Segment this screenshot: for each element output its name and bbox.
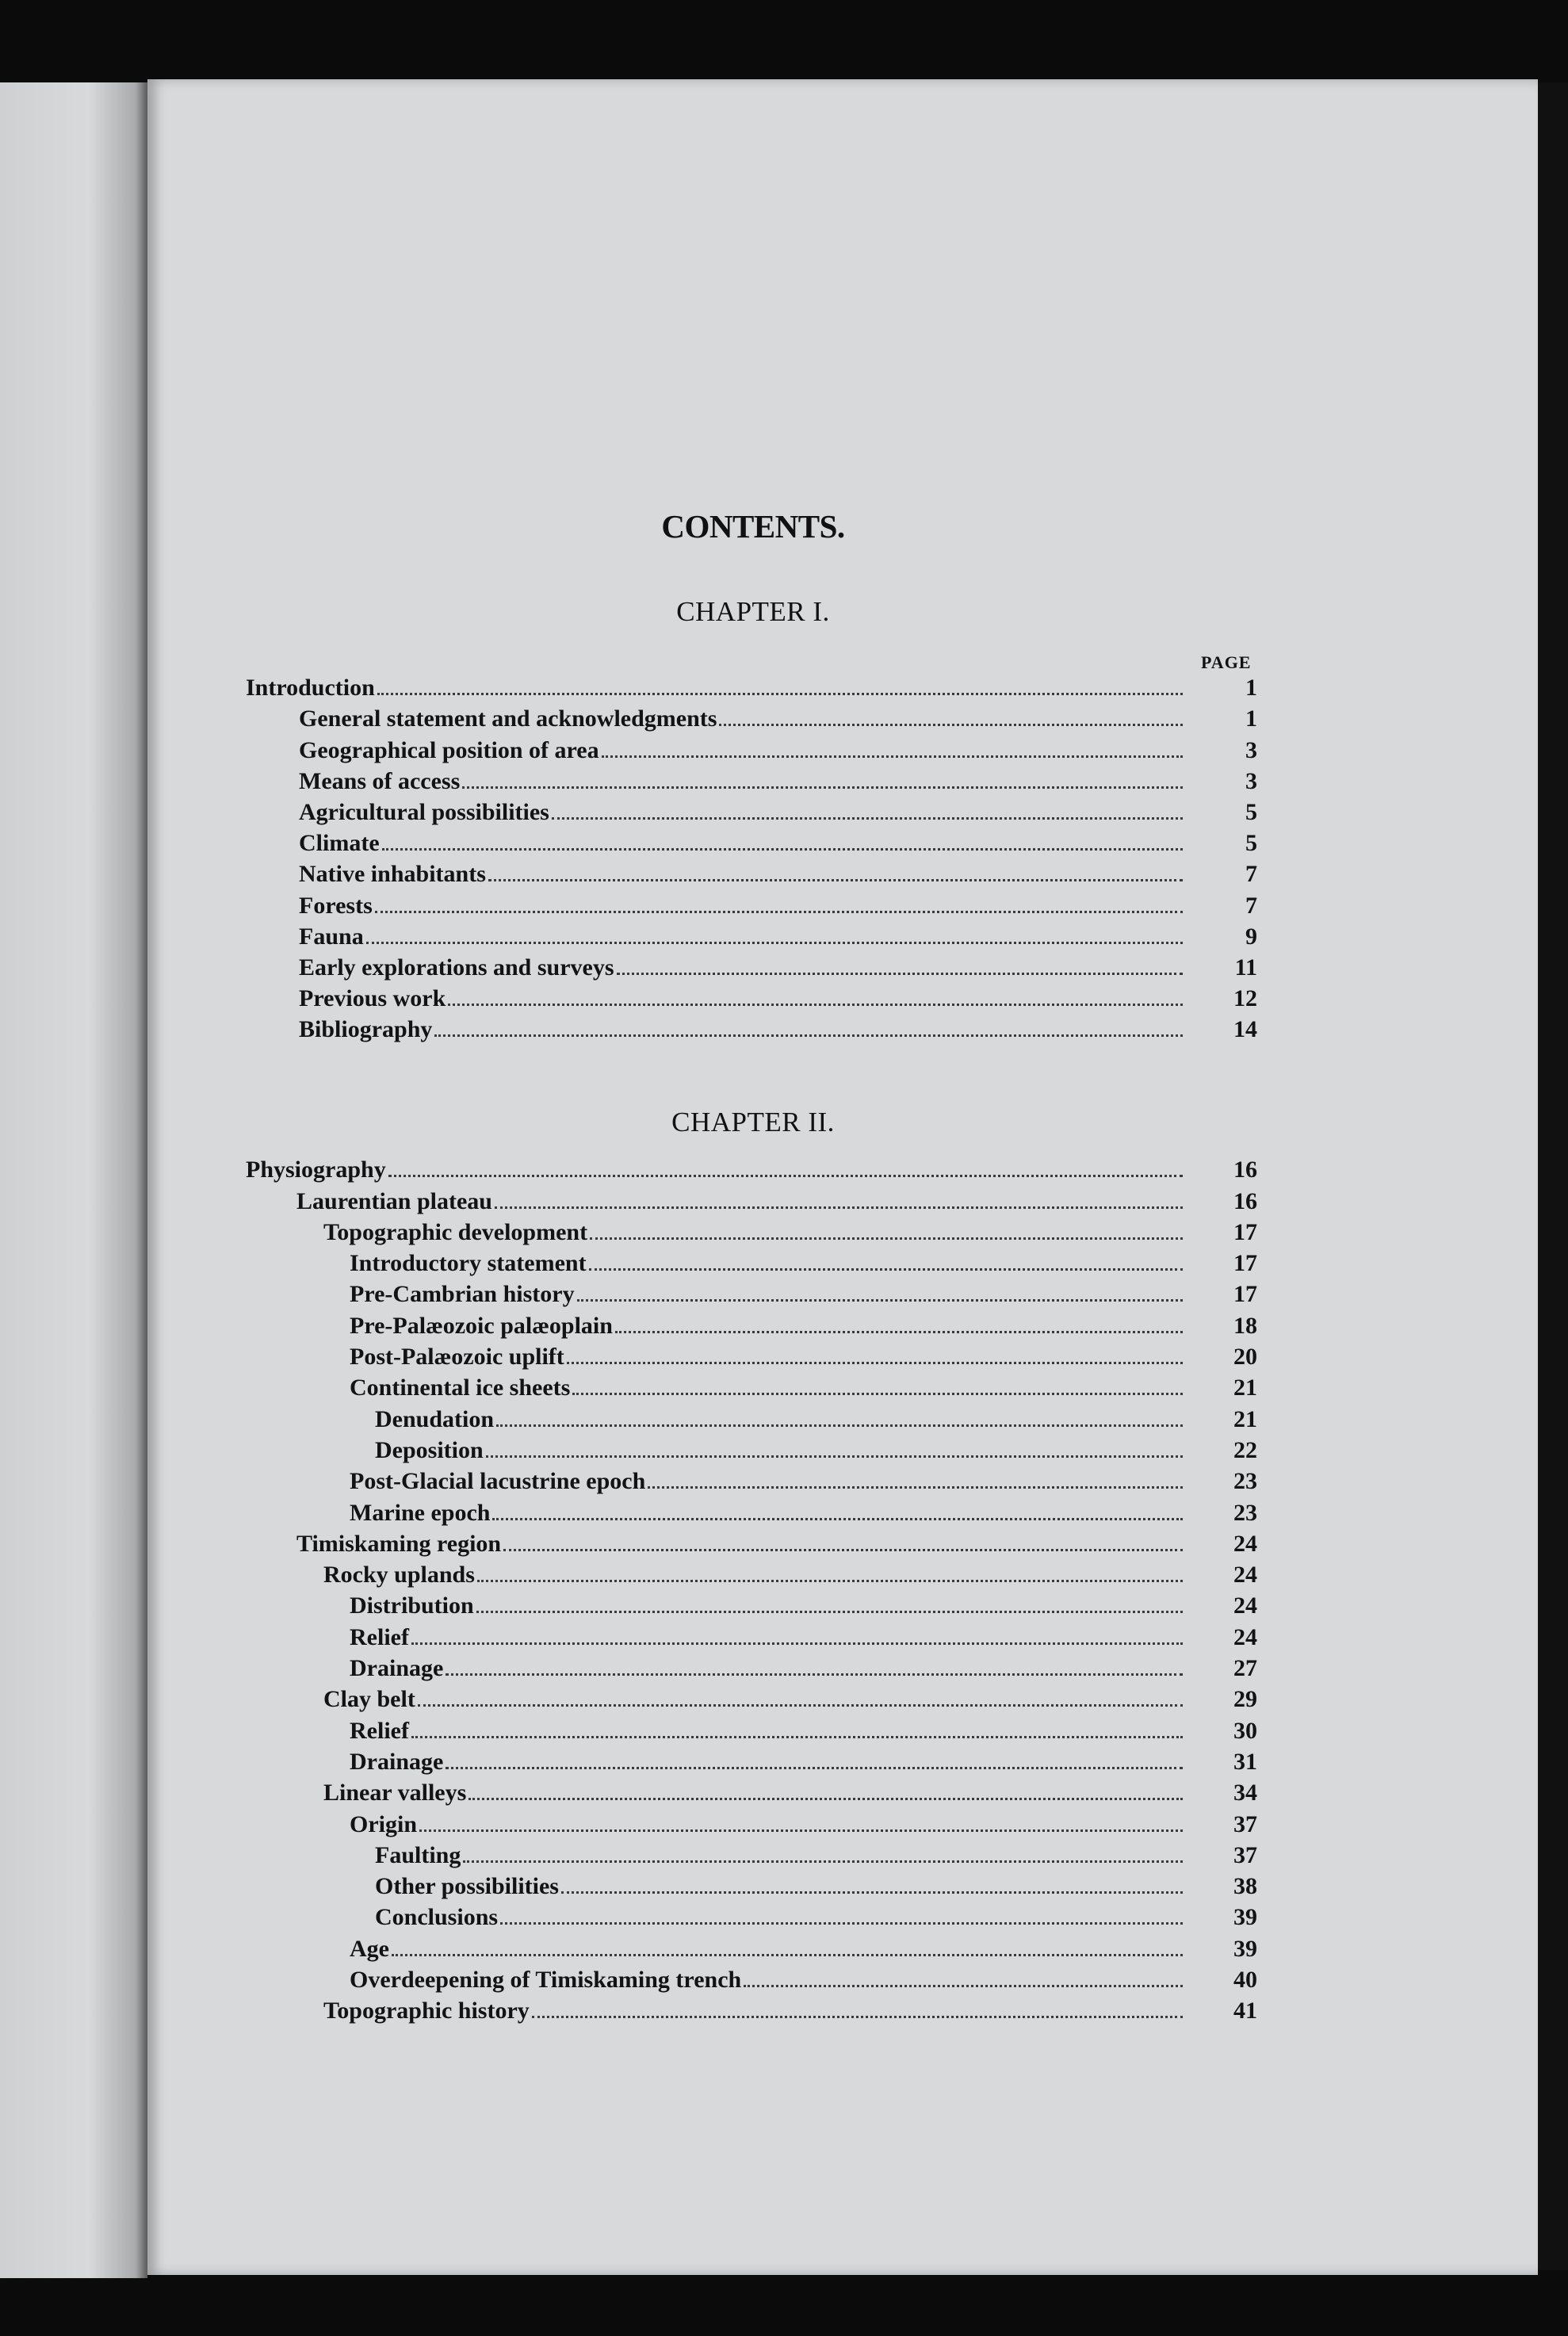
toc-entry-page: 16 [1233,1187,1257,1214]
toc-entry [0,1277,1568,1308]
dot-leader [446,1767,1183,1769]
page-title: CONTENTS. [661,508,845,545]
toc-entry-page: 34 [1233,1780,1257,1806]
toc-entry-page: 14 [1233,1016,1257,1043]
toc-entry-label: Topographic development [323,1218,588,1245]
toc-entry-label: Climate [299,830,380,857]
toc-entry [0,888,1568,919]
toc-entry-label: Continental ice sheets [350,1374,571,1401]
toc-entry-page: 7 [1245,892,1257,919]
dot-leader [532,2016,1183,2018]
chapter-heading: CHAPTER I. [676,596,830,627]
toc-entry-page: 9 [1245,923,1257,950]
dot-leader [577,1299,1183,1302]
toc-entry-page: 24 [1233,1530,1257,1557]
toc-entry-page: 1 [1245,705,1257,732]
dot-leader [375,911,1183,913]
toc-entry-page: 23 [1233,1468,1257,1495]
toc-entry-page: 18 [1233,1312,1257,1339]
toc-entry-label: Laurentian plateau [296,1187,492,1214]
dot-leader [418,1704,1183,1707]
toc-entry [0,1682,1568,1713]
toc-entry-label: Age [350,1935,389,1962]
toc-entry [0,1994,1568,2024]
dot-leader [572,1393,1183,1395]
toc-entry-page: 38 [1233,1873,1257,1900]
dot-leader [462,786,1183,789]
toc-entry [0,826,1568,857]
dot-leader [615,1331,1183,1333]
dot-leader [496,1424,1183,1427]
toc-entry [0,1464,1568,1495]
toc-chapter-1 [0,671,1568,1043]
toc-entry-page: 22 [1233,1436,1257,1463]
dot-leader [382,848,1183,851]
toc-entry [0,1433,1568,1464]
toc-entry-page: 39 [1233,1904,1257,1931]
toc-entry-page: 16 [1233,1157,1257,1183]
toc-entry [0,1713,1568,1744]
dot-leader [492,1518,1183,1520]
toc-entry [0,981,1568,1012]
toc-entry-label: Rocky uplands [323,1562,475,1589]
toc-entry-label: Means of access [299,767,461,794]
toc-entry [0,1806,1568,1837]
toc-entry [0,1401,1568,1432]
toc-entry-label: Clay belt [323,1686,415,1713]
toc-entry-page: 39 [1233,1935,1257,1962]
toc-entry-page: 24 [1233,1592,1257,1619]
dot-leader [719,724,1183,726]
toc-entry-label: Drainage [350,1655,444,1682]
toc-entry [0,671,1568,702]
dot-leader [477,1580,1183,1582]
toc-entry-label: Marine epoch [350,1499,491,1526]
toc-entry [0,1012,1568,1043]
toc-entry [0,1371,1568,1401]
dot-leader [463,1860,1183,1863]
toc-entry-label: Introductory statement [350,1250,587,1277]
dot-leader [434,1034,1183,1037]
toc-entry-label: Geographical position of area [299,736,599,763]
toc-entry-page: 37 [1233,1810,1257,1837]
toc-entry-label: Native inhabitants [299,861,486,888]
dot-leader [377,693,1183,695]
dot-leader [366,942,1183,944]
dot-leader [388,1175,1183,1177]
toc-entry-page: 3 [1245,736,1257,763]
toc-entry-label: Physiography [246,1157,386,1183]
dot-leader [552,817,1183,820]
dot-leader [602,755,1183,758]
dot-leader [488,879,1183,881]
toc-entry-page: 17 [1233,1281,1257,1308]
toc-entry [0,1246,1568,1277]
dot-leader [744,1985,1183,1987]
toc-entry-label: General statement and acknowledgments [299,705,717,732]
chapter-heading: CHAPTER II. [671,1107,835,1137]
toc-entry-page: 24 [1233,1623,1257,1650]
dot-leader [419,1829,1183,1832]
toc-entry [0,1558,1568,1589]
dot-leader [448,1004,1183,1006]
toc-entry-page: 12 [1233,985,1257,1012]
toc-entry-page: 17 [1233,1250,1257,1277]
toc-entry [0,1963,1568,1994]
toc-entry-label: Faulting [375,1841,461,1868]
toc-entry-label: Origin [350,1810,418,1837]
toc-entry-page: 20 [1233,1344,1257,1371]
toc-entry-page: 30 [1233,1717,1257,1744]
toc-entry [0,702,1568,732]
toc-entry [0,795,1568,826]
toc-entry-page: 7 [1245,861,1257,888]
page-column-label: PAGE [1201,652,1252,672]
toc-entry-page: 21 [1233,1405,1257,1432]
toc-entry [0,1900,1568,1931]
toc-entry [0,1776,1568,1806]
toc-entry-label: Topographic history [323,1998,530,2024]
toc-entry-page: 11 [1234,954,1257,981]
toc-chapter-2 [0,1153,1568,2024]
dot-leader [411,1736,1183,1738]
toc-entry-label: Linear valleys [323,1780,467,1806]
toc-entry-label: Forests [299,892,373,919]
toc-entry-label: Pre-Cambrian history [350,1281,575,1308]
toc-entry-label: Distribution [350,1592,474,1619]
toc-entry [0,1869,1568,1900]
toc-entry-label: Relief [350,1623,409,1650]
toc-entry-page: 40 [1233,1967,1257,1994]
dot-leader [590,1237,1183,1240]
dot-leader [561,1891,1183,1894]
toc-entry [0,950,1568,981]
toc-entry-page: 29 [1233,1686,1257,1713]
dot-leader [486,1455,1183,1458]
toc-entry-label: Denudation [375,1405,495,1432]
toc-entry-label: Fauna [299,923,364,950]
toc-entry-page: 17 [1233,1218,1257,1245]
toc-entry [0,1931,1568,1962]
toc-entry-label: Conclusions [375,1904,499,1931]
toc-entry-page: 31 [1233,1748,1257,1775]
toc-entry-page: 24 [1233,1562,1257,1589]
dot-leader [468,1798,1183,1800]
toc-entry-page: 5 [1245,798,1257,825]
toc-entry-page: 23 [1233,1499,1257,1526]
toc-entry-page: 5 [1245,830,1257,857]
toc-entry-label: Agricultural possibilities [299,798,549,825]
dot-leader [411,1642,1183,1645]
toc-entry-label: Bibliography [299,1016,433,1043]
toc-entry-label: Timiskaming region [296,1530,502,1557]
toc-entry [0,1153,1568,1183]
toc-entry-label: Drainage [350,1748,444,1775]
toc-entry-label: Previous work [299,985,446,1012]
toc-entry [0,1838,1568,1869]
toc-entry-label: Pre-Palæozoic palæoplain [350,1312,613,1339]
dot-leader [392,1954,1183,1956]
toc-entry [0,1619,1568,1650]
toc-entry-label: Relief [350,1717,409,1744]
toc-entry-page: 21 [1233,1374,1257,1401]
toc-entry-page: 1 [1245,675,1257,702]
toc-entry [0,732,1568,763]
toc-entry-page: 27 [1233,1655,1257,1682]
toc-entry-page: 37 [1233,1841,1257,1868]
toc-entry [0,1308,1568,1339]
toc-entry-label: Early explorations and surveys [299,954,614,981]
dot-leader [495,1206,1183,1209]
toc-entry-page: 41 [1233,1998,1257,2024]
dot-leader [617,973,1183,975]
dot-leader [589,1268,1183,1271]
toc-entry [0,1651,1568,1682]
dot-leader [567,1362,1183,1364]
toc-entry-page: 3 [1245,767,1257,794]
toc-entry [0,919,1568,950]
toc-entry-label: Post-Glacial lacustrine epoch [350,1468,646,1495]
toc-entry [0,1589,1568,1619]
dot-leader [446,1673,1183,1676]
toc-entry [0,1527,1568,1558]
toc-entry [0,857,1568,888]
dot-leader [500,1922,1183,1925]
toc-entry-label: Introduction [246,675,375,702]
toc-entry [0,1745,1568,1776]
toc-entry [0,1215,1568,1246]
dot-leader [648,1486,1183,1489]
toc-entry-label: Deposition [375,1436,484,1463]
toc-entry-label: Other possibilities [375,1873,559,1900]
toc-entry [0,1340,1568,1371]
toc-entry-label: Post-Palæozoic uplift [350,1344,564,1371]
dot-leader [476,1611,1183,1613]
toc-entry-label: Overdeepening of Timiskaming trench [350,1967,742,1994]
toc-entry [0,1183,1568,1214]
toc-entry [0,764,1568,795]
dot-leader [503,1549,1183,1551]
toc-entry [0,1495,1568,1526]
